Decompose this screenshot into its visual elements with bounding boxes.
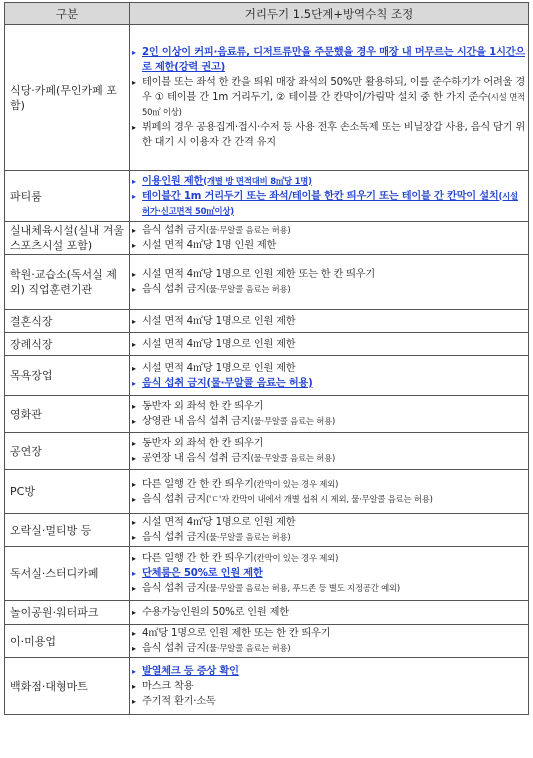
rule-item xyxy=(132,399,525,414)
rule-item xyxy=(132,223,525,238)
rule-text-wrap xyxy=(142,626,525,641)
rule-item xyxy=(132,492,525,507)
rule-item xyxy=(132,314,525,329)
rule-item xyxy=(132,451,525,466)
rule-item xyxy=(132,515,525,530)
bullet-marker-icon: ▸ xyxy=(132,378,136,388)
table-row xyxy=(5,433,529,470)
bullet-marker-icon: ▸ xyxy=(132,191,136,201)
bullet-marker-icon: ▸ xyxy=(132,629,136,638)
regulation-table xyxy=(4,2,529,715)
rules-cell xyxy=(130,470,529,514)
rules-cell xyxy=(130,547,529,601)
bullet-marker-icon: ▸ xyxy=(132,78,136,87)
rule-text: 음식 섭취 금지 xyxy=(142,284,206,295)
rule-text: 이용인원 제한 xyxy=(142,175,204,187)
table-row xyxy=(5,514,529,547)
rule-text: 음식 섭취 금지 xyxy=(142,532,206,543)
table-row xyxy=(5,310,529,333)
table-row xyxy=(5,356,529,396)
bullet-marker-icon: ▸ xyxy=(132,363,136,373)
category-cell: 장례식장 xyxy=(5,333,130,356)
rule-text: 단체룸은 50%로 인원 제한 xyxy=(142,568,263,579)
bullet-marker-icon: ▸ xyxy=(132,608,136,617)
rule-note: (시설 면적 50㎡ 이상) xyxy=(142,92,525,117)
bullet-marker-icon: ▸ xyxy=(132,316,136,326)
bullet-marker-icon: ▸ xyxy=(132,584,136,593)
rule-text-wrap xyxy=(142,694,525,709)
rule-text: 발열체크 등 증상 확인 xyxy=(142,665,239,677)
rule-text: 다른 일행 간 한 칸 띄우기 xyxy=(142,478,254,490)
highlighted-rule-item xyxy=(132,664,525,679)
table-row xyxy=(5,658,529,715)
category-cell: 식당·카페(무인카페 포함) xyxy=(5,25,130,171)
rule-text: 음식 섭취 금지 xyxy=(142,225,206,236)
rule-text: 상영관 내 음식 섭취 금지 xyxy=(142,416,251,427)
rule-text: 주기적 환기·소독 xyxy=(142,695,216,707)
table-row xyxy=(5,25,529,171)
table-row xyxy=(5,396,529,433)
rule-text-wrap xyxy=(142,414,525,429)
rule-item xyxy=(132,361,525,376)
bullet-marker-icon: ▸ xyxy=(132,454,136,463)
rule-text-wrap xyxy=(142,120,525,150)
rules-cell xyxy=(130,333,529,356)
rule-note: (시설 허가·신고면적 50㎡이상) xyxy=(142,190,518,216)
table-row xyxy=(5,171,529,222)
rules-cell xyxy=(130,514,529,547)
rule-text: 시설 면적 4㎡당 1명 인원 제한 xyxy=(142,240,277,251)
rules-cell xyxy=(130,171,529,222)
table-row xyxy=(5,222,529,255)
rule-text: 다른 일행 간 한 칸 띄우기 xyxy=(142,553,254,564)
rule-item xyxy=(132,679,525,694)
rule-item xyxy=(132,414,525,429)
rule-text: 음식 섭취 금지 xyxy=(142,583,206,594)
rule-note: (개별 방 면적대비 8㎡당 1명) xyxy=(203,175,312,186)
rules-cell xyxy=(130,310,529,333)
rule-item xyxy=(132,436,525,451)
rules-cell xyxy=(130,658,529,715)
rule-text-wrap xyxy=(142,361,525,376)
category-cell: 독서실·스터디카페 xyxy=(5,547,130,601)
rule-text: 시설 면적 4㎡당 1명으로 인원 제한 또는 한 칸 띄우기 xyxy=(142,269,376,280)
rules-cell xyxy=(130,255,529,310)
table-row xyxy=(5,333,529,356)
bullet-marker-icon: ▸ xyxy=(132,494,136,504)
rule-text: 수용가능인원의 50%로 인원 제한 xyxy=(142,607,289,618)
category-cell: PC방 xyxy=(5,470,130,514)
rule-text: 음식 섭취 금지 xyxy=(142,493,206,505)
highlighted-rule-item xyxy=(132,189,525,219)
bullet-marker-icon: ▸ xyxy=(132,123,136,132)
rule-item xyxy=(132,581,525,596)
rule-text-wrap xyxy=(142,477,525,492)
rule-text: 테이블 또는 좌석 한 칸을 띄워 매장 좌석의 50%만 활용하되, 이를 준수하기가 어려울 경우 ① 테이블 간 1m 거리두기, ② 테이블 간 칸막이/가림막 설치 중 한 가지 준수 xyxy=(142,77,525,103)
rules-cell xyxy=(130,433,529,470)
rule-text-wrap xyxy=(142,376,525,391)
bullet-marker-icon: ▸ xyxy=(132,439,136,448)
rule-item xyxy=(132,120,525,150)
rule-note: (칸막이 있는 경우 제외) xyxy=(253,553,339,563)
rule-text: 시설 면적 4㎡당 1명으로 인원 제한 xyxy=(142,517,296,528)
rule-text-wrap xyxy=(142,451,525,466)
bullet-marker-icon: ▸ xyxy=(132,479,136,489)
highlighted-rule-item xyxy=(132,45,525,75)
rule-text-wrap xyxy=(142,267,525,282)
highlighted-rule-item xyxy=(132,376,525,391)
rule-item xyxy=(132,337,525,352)
category-cell: 이·미용업 xyxy=(5,625,130,658)
rule-text-wrap xyxy=(142,679,525,694)
header-rules: 거리두기 1.5단계+방역수칙 조정 xyxy=(130,3,529,25)
rule-note: (칸막이 있는 경우 제외) xyxy=(253,478,339,489)
rules-cell xyxy=(130,601,529,625)
bullet-marker-icon: ▸ xyxy=(132,270,136,279)
rule-text: 뷔페의 경우 공용집게·접시·수저 등 사용 전후 손소독제 또는 비닐장갑 사용, 음식 담기 위한 대기 시 이용자 간 간격 유지 xyxy=(142,122,526,148)
rule-item xyxy=(132,75,525,120)
rule-text-wrap xyxy=(142,314,525,329)
rules-cell xyxy=(130,222,529,255)
rules-cell xyxy=(130,396,529,433)
rule-note: (물·무알콜 음료는 허용, 푸드존 등 별도 지정공간 예외) xyxy=(205,583,400,593)
rules-cell xyxy=(130,356,529,396)
table-header-row xyxy=(5,3,529,25)
bullet-marker-icon: ▸ xyxy=(132,681,136,691)
bullet-marker-icon: ▸ xyxy=(132,696,136,706)
rule-text-wrap xyxy=(142,566,525,581)
rule-note: (물·무알콜 음료는 허용) xyxy=(205,284,291,294)
rule-item xyxy=(132,267,525,282)
category-cell: 영화관 xyxy=(5,396,130,433)
regulation-table-wrapper xyxy=(4,2,529,715)
table-body xyxy=(5,25,529,715)
bullet-marker-icon: ▸ xyxy=(132,226,136,235)
bullet-marker-icon: ▸ xyxy=(132,241,136,250)
rule-item xyxy=(132,238,525,253)
bullet-marker-icon: ▸ xyxy=(132,339,136,349)
rule-note: (물·무알콜 음료는 허용) xyxy=(205,532,291,542)
rule-text-wrap xyxy=(142,515,525,530)
rule-text-wrap xyxy=(142,282,525,297)
rule-text: 테이블간 1m 거리두기 또는 좌석/테이블 한칸 띄우기 또는 테이블 간 칸막이 설치 xyxy=(142,190,499,202)
rule-text: 2인 이상이 커피·음료류, 디저트류만을 주문했을 경우 매장 내 머무르는 시간을 1시간으로 제한(강력 권고) xyxy=(142,47,525,73)
bullet-marker-icon: ▸ xyxy=(132,176,136,186)
table-row xyxy=(5,601,529,625)
rule-text-wrap xyxy=(142,641,525,656)
rule-text: 시설 면적 4㎡당 1명으로 인원 제한 xyxy=(142,315,296,327)
category-cell: 학원·교습소(독서실 제외) 직업훈련기관 xyxy=(5,255,130,310)
rule-text-wrap xyxy=(142,530,525,545)
rules-cell xyxy=(130,25,529,171)
rule-text-wrap xyxy=(142,551,525,566)
rule-text-wrap xyxy=(142,581,525,596)
rule-note: (물·무알콜 음료는 허용) xyxy=(205,225,291,235)
rule-text: 시설 면적 4㎡당 1명으로 인원 제한 xyxy=(142,338,296,350)
bullet-marker-icon: ▸ xyxy=(132,417,136,426)
rule-text-wrap xyxy=(142,75,525,120)
rule-text-wrap xyxy=(142,189,525,219)
bullet-marker-icon: ▸ xyxy=(132,533,136,542)
category-cell: 백화점·대형마트 xyxy=(5,658,130,715)
rule-text: 공연장 내 음식 섭취 금지 xyxy=(142,453,251,464)
category-cell: 파티룸 xyxy=(5,171,130,222)
table-row xyxy=(5,625,529,658)
rule-text-wrap xyxy=(142,605,525,620)
highlighted-rule-item xyxy=(132,174,525,189)
category-cell: 목욕장업 xyxy=(5,356,130,396)
rule-item xyxy=(132,626,525,641)
rule-text-wrap xyxy=(142,45,525,75)
rule-note: (물·무알콜 음료는 허용) xyxy=(250,453,336,463)
bullet-marker-icon: ▸ xyxy=(132,285,136,294)
category-cell: 실내체육시설(실내 겨울스포츠시설 포함) xyxy=(5,222,130,255)
rule-text-wrap xyxy=(142,223,525,238)
bullet-marker-icon: ▸ xyxy=(132,644,136,653)
rule-item xyxy=(132,694,525,709)
rule-note: (물·무알콜 음료는 허용) xyxy=(205,643,291,653)
bullet-marker-icon: ▸ xyxy=(132,402,136,411)
rule-text: 4㎡당 1명으로 인원 제한 또는 한 칸 띄우기 xyxy=(142,628,331,639)
category-cell: 공연장 xyxy=(5,433,130,470)
rule-text: 음식 섭취 금지(물·무알콜 음료는 허용) xyxy=(142,377,313,389)
bullet-marker-icon: ▸ xyxy=(132,666,136,676)
rule-text-wrap xyxy=(142,174,525,189)
table-row xyxy=(5,255,529,310)
rule-note: (물·무알콜 음료는 허용) xyxy=(250,416,336,426)
category-cell: 결혼식장 xyxy=(5,310,130,333)
header-category: 구분 xyxy=(5,3,130,25)
rule-item xyxy=(132,282,525,297)
rule-text: 음식 섭취 금지 xyxy=(142,643,206,654)
bullet-marker-icon: ▸ xyxy=(132,48,136,57)
bullet-marker-icon: ▸ xyxy=(132,554,136,563)
table-row xyxy=(5,470,529,514)
rule-item xyxy=(132,641,525,656)
rule-text: 동반자 외 좌석 한 칸 띄우기 xyxy=(142,438,264,449)
rule-text-wrap xyxy=(142,399,525,414)
rule-text: 시설 면적 4㎡당 1명으로 인원 제한 xyxy=(142,362,296,374)
table-row xyxy=(5,547,529,601)
rule-item xyxy=(132,477,525,492)
rule-item xyxy=(132,551,525,566)
rule-item xyxy=(132,605,525,620)
rule-text-wrap xyxy=(142,664,525,679)
rule-text: 마스크 착용 xyxy=(142,680,194,692)
rule-text: 동반자 외 좌석 한 칸 띄우기 xyxy=(142,401,264,412)
rule-text-wrap xyxy=(142,436,525,451)
bullet-marker-icon: ▸ xyxy=(132,569,136,578)
category-cell: 오락실·멀티방 등 xyxy=(5,514,130,547)
category-cell: 놀이공원·워터파크 xyxy=(5,601,130,625)
rule-note: ('ㄷ'자 칸막이 내에서 개별 섭취 시 제외, 물·무알콜 음료는 허용) xyxy=(205,493,433,504)
rule-text-wrap xyxy=(142,492,525,507)
rules-cell xyxy=(130,625,529,658)
rule-item xyxy=(132,530,525,545)
highlighted-rule-item xyxy=(132,566,525,581)
bullet-marker-icon: ▸ xyxy=(132,518,136,527)
rule-text-wrap xyxy=(142,337,525,352)
rule-text-wrap xyxy=(142,238,525,253)
